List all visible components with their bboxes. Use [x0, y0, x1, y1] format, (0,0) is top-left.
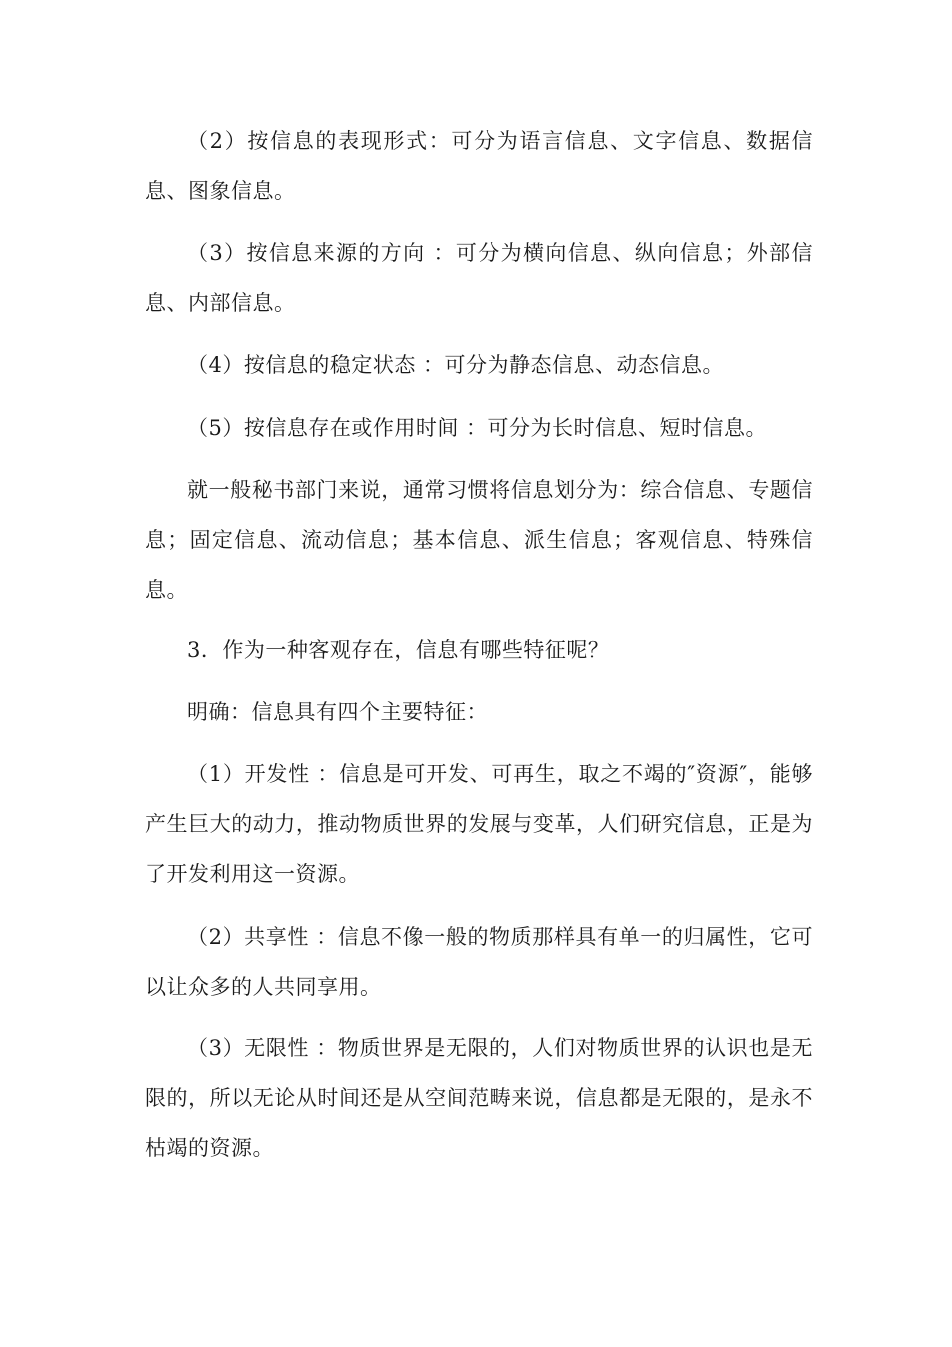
paragraph-text: 3．作为一种客观存在，信息有哪些特征呢？ — [187, 638, 610, 662]
paragraph-answer-intro — [145, 687, 813, 737]
paragraph-text: 就一般秘书部门来说，通常习惯将信息划分为：综合信息、专题信息；固定信息、流动信息；基本信息、派生信息；客观信息、特殊信息。 — [145, 478, 813, 602]
paragraph-text: （5）按信息存在或作用时间 ：可分为长时信息、短时信息。 — [187, 416, 768, 440]
paragraph-feature-sharing — [145, 912, 813, 1012]
paragraph-feature-infinity — [145, 1023, 813, 1173]
paragraph-question — [145, 625, 813, 675]
paragraph-classification-by-time — [145, 403, 813, 453]
paragraph-text: 明确：信息具有四个主要特征： — [187, 700, 488, 724]
paragraph-classification-by-stability — [145, 340, 813, 390]
paragraph-text: （3）无限性 ：物质世界是无限的，人们对物质世界的认识也是无限的，所以无论从时间还是从空间范畴来说，信息都是无限的，是永不枯竭的资源。 — [145, 1036, 813, 1160]
paragraph-text: （4）按信息的稳定状态 ：可分为静态信息、动态信息。 — [187, 353, 725, 377]
paragraph-text: （3）按信息来源的方向 ：可分为横向信息、纵向信息；外部信息、内部信息。 — [145, 241, 813, 315]
paragraph-classification-by-form — [145, 116, 813, 216]
paragraph-text: （1）开发性 ：信息是可开发、可再生，取之不竭的″资源″，能够产生巨大的动力，推动物质世界的发展与变革，人们研究信息，正是为了开发利用这一资源。 — [145, 762, 813, 886]
paragraph-secretary-classification — [145, 465, 813, 615]
paragraph-feature-development — [145, 749, 813, 899]
paragraph-text: （2）按信息的表现形式：可分为语言信息、文字信息、数据信息、图象信息。 — [145, 129, 813, 203]
paragraph-text: （2）共享性 ：信息不像一般的物质那样具有单一的归属性，它可以让众多的人共同享用。 — [145, 925, 813, 999]
paragraph-classification-by-source — [145, 228, 813, 328]
